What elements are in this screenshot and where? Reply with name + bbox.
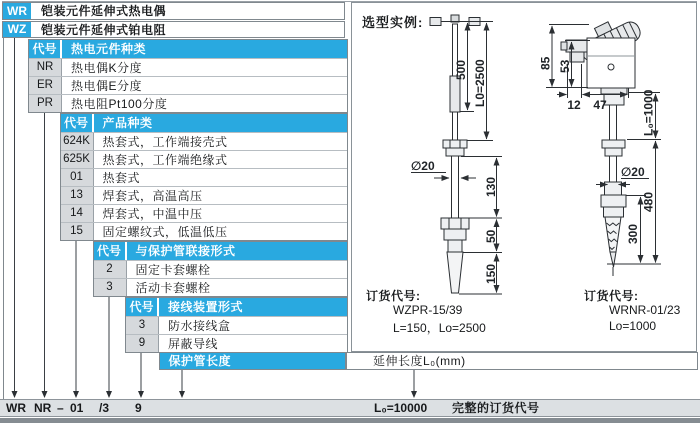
table-row — [94, 260, 348, 278]
order-bar-label: 完整的订货代号 — [452, 401, 540, 415]
table-row — [61, 222, 348, 240]
table-row — [61, 132, 348, 150]
code-cell: PR — [29, 95, 62, 112]
order-code-part: 9 — [135, 401, 142, 415]
code-cell: 624K — [61, 133, 94, 150]
code-cell: 15 — [61, 223, 94, 240]
code-cell: ER — [29, 77, 62, 94]
left-order-code: WZPR-15/39 — [393, 303, 463, 317]
example-panel-title: 选型实例: — [362, 15, 424, 30]
group-header-row — [61, 114, 348, 132]
group-title: 产品种类 — [102, 116, 153, 130]
table-row — [126, 334, 347, 352]
description-cell: 屏蔽导线 — [168, 336, 219, 351]
order-code-part: – — [57, 401, 64, 415]
order-code-part: 01 — [70, 401, 84, 415]
description-cell: 焊套式，中温中压 — [102, 206, 203, 221]
right-order-code: WRNR-01/23 — [609, 303, 681, 317]
group-header-row — [94, 242, 348, 260]
description-cell: 防水接线盒 — [168, 318, 231, 333]
dim-label-130: 130 — [484, 176, 498, 197]
group-header-row — [29, 40, 347, 58]
code-cell: 3 — [126, 317, 159, 334]
order-code-part: NR — [34, 401, 52, 415]
code-cell: 2 — [94, 261, 127, 278]
right-order-label: 订货代号: — [584, 289, 639, 303]
code-header-cell: 代号 — [29, 40, 62, 58]
code-cell: 3 — [94, 279, 127, 296]
description-cell: 铠装元件延伸式铂电阻 — [41, 22, 167, 37]
group-title: 接线装置形式 — [168, 300, 244, 314]
dim-label-53: 53 — [558, 59, 572, 73]
code-cell: 13 — [61, 187, 94, 204]
group-product-type — [60, 113, 349, 241]
group-terminal-device — [125, 297, 348, 353]
description-cell: 铠装元件延伸式热电偶 — [41, 4, 167, 19]
order-length-value: L₀=10000 — [374, 401, 428, 415]
code-cell: 01 — [61, 169, 94, 186]
table-row — [29, 94, 347, 112]
dim-label-150: 150 — [484, 263, 498, 284]
description-cell: 热电偶K分度 — [71, 60, 143, 75]
dim-label-300: 300 — [626, 223, 640, 244]
dim-label-dia20-left: ∅20 — [411, 159, 435, 173]
right-order-spec: Lo=1000 — [609, 319, 657, 333]
code-cell: 14 — [61, 205, 94, 222]
description-cell: 固定螺纹式，低温低压 — [102, 224, 228, 239]
code-cell: WZ — [3, 22, 31, 38]
table-row — [61, 204, 348, 222]
description-cell: 活动卡套螺栓 — [135, 280, 211, 295]
order-code-part: WR — [6, 401, 26, 415]
table-row — [126, 316, 347, 334]
description-cell: 热套式，工作端接壳式 — [102, 134, 228, 149]
dim-label-85: 85 — [538, 56, 553, 70]
table-row — [61, 150, 348, 168]
length-row-desc: 延伸长度L₀(mm) — [346, 352, 698, 370]
dim-label-dia20-right: ∅20 — [621, 165, 645, 179]
group-title: 与保护管联接形式 — [135, 244, 236, 258]
dim-label-47: 47 — [593, 98, 607, 112]
code-header-cell: 代号 — [126, 298, 159, 316]
group-header-row — [126, 298, 347, 316]
code-cell: 9 — [126, 335, 159, 352]
length-row-header: 保护管长度 — [159, 352, 347, 370]
description-cell: 热套式 — [102, 170, 141, 185]
dim-label-l0-2500: L0=2500 — [473, 59, 487, 107]
table-row — [2, 2, 345, 20]
table-row — [29, 58, 347, 76]
dim-label-480: 480 — [641, 191, 656, 212]
description-cell: 热电阻Pt100分度 — [71, 96, 168, 111]
order-code-bar — [0, 399, 700, 417]
table-row — [2, 21, 345, 39]
code-cell: NR — [29, 59, 62, 76]
code-header-cell: 代号 — [94, 242, 127, 260]
code-header-cell: 代号 — [61, 114, 94, 132]
table-row — [29, 76, 347, 94]
description-cell: 固定卡套螺栓 — [135, 262, 211, 277]
left-order-spec: L=150，Lo=2500 — [393, 321, 486, 335]
dim-label-500: 500 — [454, 59, 468, 80]
description-cell: 热套式，工作端绝缘式 — [102, 152, 228, 167]
table-row — [94, 278, 348, 296]
group-title: 热电元件种类 — [71, 42, 147, 56]
dim-label-50: 50 — [484, 229, 498, 243]
group-element-type — [28, 39, 348, 113]
table-row — [61, 186, 348, 204]
code-cell: WR — [3, 3, 31, 19]
description-cell: 焊套式，高温高压 — [102, 188, 203, 203]
bottom-strip — [0, 418, 700, 423]
dim-label-12: 12 — [567, 98, 581, 112]
left-order-label: 订货代号: — [366, 289, 421, 303]
dim-label-l0-1000: L₀=1000 — [641, 89, 656, 136]
order-code-part: /3 — [99, 401, 110, 415]
description-cell: 热电偶E分度 — [71, 78, 143, 93]
group-tube-connection — [93, 241, 349, 297]
table-row — [61, 168, 348, 186]
code-cell: 625K — [61, 151, 94, 168]
